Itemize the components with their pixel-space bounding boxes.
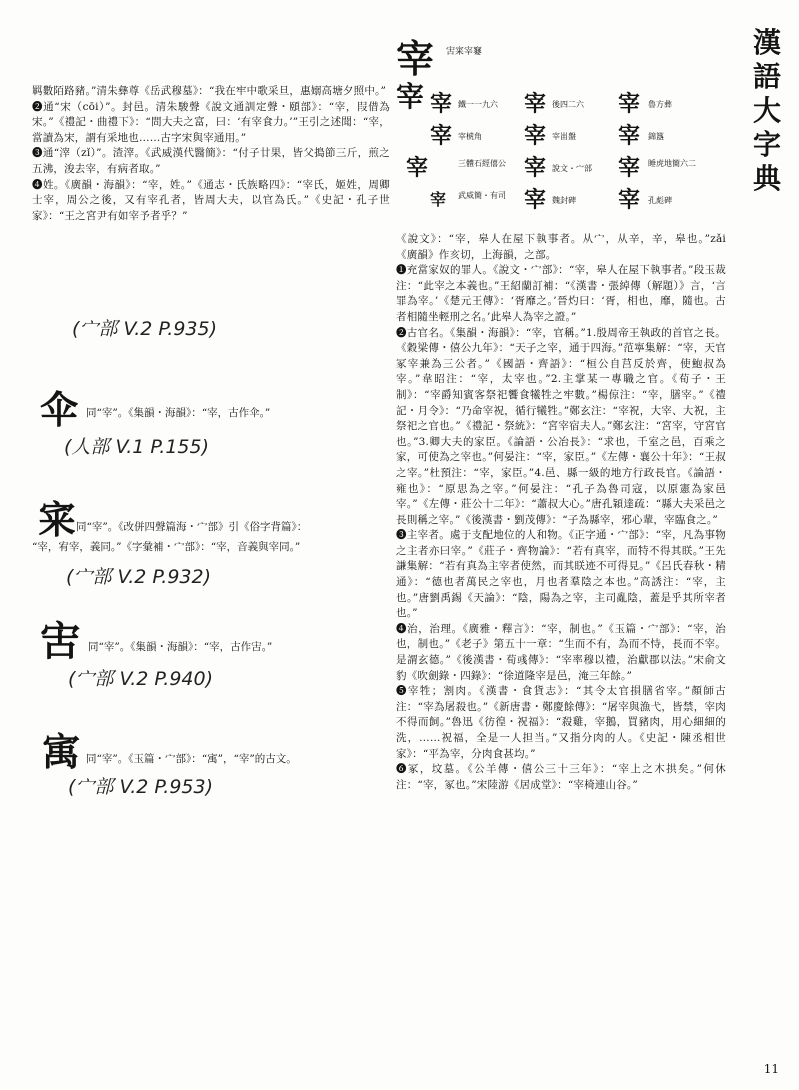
title-char: 字	[752, 128, 781, 161]
right-paragraph: ❶充當家奴的罪人。《說文・宀部》：“宰，皋人在屋下執事者。”段玉裁注：“此宰之本義也。”王紹蘭訂補：“《漢書・張綽傳（解題）》言，‘言罪為宰。’《楚元王傳》：‘胥靡之。’晉灼曰：‘胥，相也，靡，隨也。古者相隨坐輕刑之名。’此皋人為宰之證。”	[396, 264, 726, 323]
right-paragraph: ❻冢，坟墓。《公羊傳・僖公三十三年》：“宰上之木拱矣。”何休注：“宰，冢也。”宋陸游《居成堂》：“宰椅連山谷。”	[396, 763, 726, 791]
left-paragraph: 羁數陌路豬。”清朱彝尊《岳武穆墓》：“我在牢中歌采旦，惠嫋高塘夕照中。”	[32, 85, 387, 97]
handwritten-note: (宀部 V.2 P.935)	[72, 318, 217, 340]
page-number: 11	[763, 1062, 779, 1076]
glyph-source: 睡虎地簡六二	[648, 159, 696, 168]
ancient-glyph: 宰	[524, 155, 547, 181]
ancient-glyph: 宰	[618, 187, 641, 213]
glyph-source: 後四二六	[552, 100, 584, 109]
right-paragraph: ❹治，治理。《廣雅・釋言》：“宰，制也。”《玉篇・宀部》：“宰，治也，制也。”《老子》第五十一章：“生而不有，為而不恃，長而不宰。是謂玄德。”《後漢書・荀彧傳》：“宰率穆以禮，治獻郡以法。”宋俞文豹《吹劍錄・四錄》：“徐道隆宰是邑，淹三年餘。”	[396, 622, 726, 682]
ancient-glyph: 宰	[524, 187, 547, 213]
headword-char: 宷	[38, 497, 77, 542]
second-headword: 宰	[396, 80, 425, 113]
glyph-row	[396, 186, 728, 218]
headword-char: 伞	[40, 387, 79, 432]
right-column-body	[396, 232, 726, 793]
glyph-source: 孔彪碑	[648, 196, 672, 205]
glyph-row	[396, 154, 728, 186]
left-paragraph: ❸通“滓（zǐ）”。渣滓。《武威漢代醫簡》：“付子廿果，皆父搗節三斤，煎之五沸，浚去宰，有病者取。”	[32, 147, 390, 175]
entry-definition: 同“宰”。《集韻・海韻》：“宰，古作㝒。”	[88, 641, 273, 653]
glyph-source: 鐵一一九六	[458, 100, 498, 109]
right-paragraph: ❸主宰者。處于支配地位的人和物。《正字通・宀部》：“宰，凡為事物之主者亦曰宰。”《莊子・齊物論》：“若有真宰，而特不得其眹。”王先謙集解：“若有真為主宰者使然，而其眹迹不可得見。”《呂氏春秋・精通》：“德也者萬民之宰也，月也者羣陰之本也。”高誘注：“宰，主也。”唐劉禹錫《天論》：“陰，陽為之宰，主司亂陰，蓋是乎其所宰者也。”	[396, 529, 726, 620]
ancient-glyph: 宰	[524, 91, 547, 117]
title-char: 大	[752, 94, 781, 127]
dictionary-title	[749, 26, 785, 196]
left-paragraph: ❷通“宋（cōi）”。封邑。清朱駿聲《說文通訓定聲・頤部》：“宰，叚借為宋。”《禮記・曲禮下》：“問大夫之富，曰：‘有宰食力。’”王引之述聞：“宰，當讀為宋，謂有采地也……古字宋與宰通用。”	[32, 100, 390, 144]
ancient-glyph: 宰	[430, 190, 447, 209]
ancient-glyph: 宰	[618, 91, 641, 117]
glyph-source: 魏封碑	[552, 196, 576, 205]
glyph-source: 魯方彝	[648, 100, 672, 109]
left-column-entry-continuation	[32, 84, 390, 224]
entry-definition: 同“宰”。《集韻・海韻》：“宰，古作伞。”	[86, 407, 271, 419]
left-paragraph: ❹姓。《廣韻・海韻》：“宰，姓。”《通志・氏族略四》：“宰氏，姬姓，周卿士宰，周公之後，又有宰孔者，皆周大夫，以官為氏。”《史記・孔子世家》：“王之宮尹有如宰予者乎？”	[32, 178, 390, 222]
ancient-glyph: 宰	[524, 123, 547, 149]
headword-char: 㝢	[42, 729, 81, 774]
ancient-glyph: 宰	[430, 91, 453, 117]
title-char: 漢	[752, 26, 781, 59]
ancient-glyph: 宰	[430, 123, 453, 149]
glyph-source: 宰椃角	[458, 132, 482, 141]
glyph-source: 說文・宀部	[552, 164, 592, 173]
right-paragraph: 《說文》：“宰，皋人在屋下執事者。从宀，从辛，辛，皋也。”zǎi 《廣韻》作亥切，上海韻，之部。	[396, 233, 726, 261]
title-char: 典	[752, 162, 781, 195]
ancient-glyph-table	[396, 90, 728, 218]
glyph-source: 錦簋	[648, 132, 664, 141]
glyph-row	[396, 122, 728, 154]
glyph-row	[396, 90, 728, 122]
entry-definition: 同“宰”。《玉篇・宀部》：“㝢”，“宰”的古文。	[86, 753, 297, 765]
handwritten-note: (宀部 V.2 P.953)	[68, 776, 213, 798]
ancient-glyph: 宰	[618, 155, 641, 181]
title-char: 語	[752, 60, 781, 93]
glyph-source: 三體石經僖公	[458, 159, 506, 168]
entry-definition: 同“宰”。《改併四聲篇海・宀部》引《俗字背篇》：	[76, 521, 308, 533]
glyph-source: 宰峀盤	[552, 132, 576, 141]
glyph-source: 武威簡・有司	[458, 191, 506, 200]
main-headword: 宰	[396, 36, 435, 81]
right-paragraph: ❺宰牲；割肉。《漢書・食貨志》：“其令太官損膳省宰。”顏師古注：“宰為屠殺也。”《新唐書・鄭慶餘傳》：“屠宰與漁弋，皆禁，宰肉不得而飼。”魯迅《彷徨・祝福》：“殺雞，宰鵝，買豬肉，用心細細的洗，……祝福，全是一人担当。”又指分肉的人。《史記・陳丞相世家》：“平為宰，分肉食甚均。”	[396, 685, 726, 760]
handwritten-note: (宀部 V.2 P.940)	[68, 668, 213, 690]
headword-char: 㝒	[40, 618, 80, 665]
handwritten-note: (宀部 V.2 P.932)	[66, 566, 211, 588]
entry-definition: “宰，宥宰，義同。”《字彙補・宀部》：“宰，音義與宰同。”	[32, 541, 301, 553]
ancient-glyph: 宰	[406, 155, 429, 181]
right-paragraph: ❷古官名。《集韻・海韻》：“宰，官稱。”1.殷周帝王執政的首官之長。《穀梁傳・僖公九年》：“天子之宰，通于四海。”范寧集解：“宰，天官冢宰兼為三公者。”《國語・齊語》：“桓公自莒反於齊，使鮑叔為宰。”韋昭注：“宰，太宰也。”2.主掌某一專職之官。《荀子・王制》：“宰爵知賓客祭祀饗食犧牲之牢數。”楊倞注：“宰，膳宰。”《禮記・月令》：“乃命宰祝，循行犧牲。”鄭玄注：“宰祝，大宰、大祝，主祭祀之官也。”《禮記・祭統》：“宮宰宿夫人。”鄭玄注：“宮宰，守宮官也。”3.卿大夫的家臣。《論語・公冶長》：“求也，千室之邑，百乘之家，可使為之宰也。”何晏注：“宰，家臣。”《左傳・襄公十年》：“王叔之宰。”杜預注：“宰，家臣。”4.邑、縣一級的地方行政長官。《論語・雍也》：“原思為之宰。”何晏注：“孔子為魯司寇，以原憲為家邑宰。”《左傳・莊公十二年》：“蕭叔大心。”唐孔穎達疏：“縣大夫采邑之長則稱之宰。”《後漢書・劉茂傳》：“子為縣宰，邪心輩，宰臨食之。”	[396, 326, 726, 526]
ancient-glyph: 宰	[618, 123, 641, 149]
handwritten-note: (人部 V.1 P.155)	[64, 436, 209, 458]
headword-variants: 㝒宷宰䆯	[446, 47, 483, 57]
